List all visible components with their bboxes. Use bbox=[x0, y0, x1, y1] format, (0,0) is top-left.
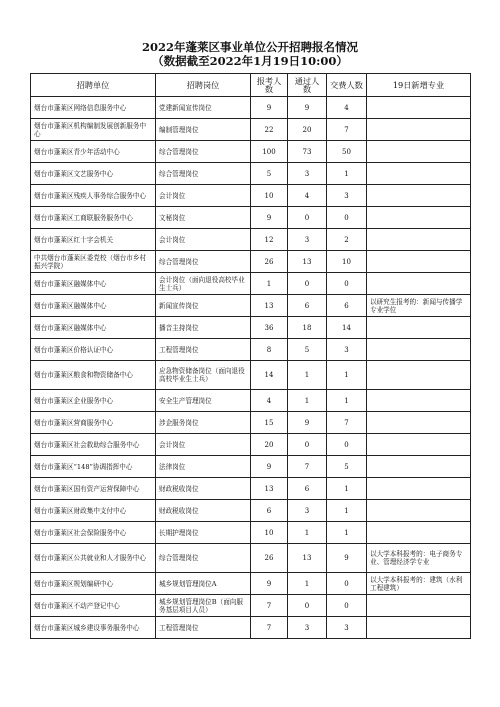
cell-paid: 0 bbox=[327, 207, 367, 229]
cell-unit: 烟台市蓬莱区“148”协调指挥中心 bbox=[31, 456, 156, 478]
cell-position: 编制管理岗位 bbox=[156, 119, 251, 141]
cell-paid: 1 bbox=[327, 163, 367, 185]
cell-new-major bbox=[367, 207, 471, 229]
cell-new-major bbox=[367, 119, 471, 141]
table-row bbox=[31, 163, 471, 185]
cell-applicants: 36 bbox=[251, 317, 288, 339]
cell-applicants: 7 bbox=[251, 595, 288, 617]
cell-passed: 0 bbox=[288, 434, 327, 456]
table-row bbox=[31, 273, 471, 295]
cell-paid: 0 bbox=[327, 573, 367, 595]
cell-passed: 3 bbox=[288, 163, 327, 185]
cell-applicants: 9 bbox=[251, 456, 288, 478]
cell-applicants: 8 bbox=[251, 339, 288, 361]
cell-paid: 3 bbox=[327, 185, 367, 207]
cell-passed: 6 bbox=[288, 478, 327, 500]
cell-unit: 烟台市蓬莱区工商联服务服务中心 bbox=[31, 207, 156, 229]
cell-applicants: 9 bbox=[251, 207, 288, 229]
cell-applicants: 9 bbox=[251, 573, 288, 595]
cell-passed: 9 bbox=[288, 412, 327, 434]
cell-applicants: 13 bbox=[251, 295, 288, 317]
table-row bbox=[31, 544, 471, 573]
cell-position: 综合管理岗位 bbox=[156, 141, 251, 163]
table-header-row bbox=[31, 74, 471, 97]
table-row bbox=[31, 185, 471, 207]
cell-passed: 9 bbox=[288, 97, 327, 119]
cell-unit: 烟台市蓬莱区价格认证中心 bbox=[31, 339, 156, 361]
cell-passed: 1 bbox=[288, 522, 327, 544]
table-row bbox=[31, 522, 471, 544]
cell-position: 城乡规划管理岗位B（面向服务基层项目人员） bbox=[156, 595, 251, 617]
table-row bbox=[31, 295, 471, 317]
header-position: 招聘岗位 bbox=[156, 74, 251, 97]
table-row bbox=[31, 390, 471, 412]
cell-paid: 1 bbox=[327, 478, 367, 500]
cell-new-major bbox=[367, 522, 471, 544]
cell-applicants: 13 bbox=[251, 478, 288, 500]
cell-passed: 0 bbox=[288, 595, 327, 617]
recruitment-table bbox=[30, 73, 471, 639]
cell-new-major bbox=[367, 185, 471, 207]
cell-position: 新闻宣传岗位 bbox=[156, 295, 251, 317]
cell-unit: 烟台市蓬莱区规划编研中心 bbox=[31, 573, 156, 595]
cell-unit: 烟台市蓬莱区文艺服务中心 bbox=[31, 163, 156, 185]
cell-new-major bbox=[367, 317, 471, 339]
cell-position: 会计岗位（面向退役高校毕业生士兵） bbox=[156, 273, 251, 295]
cell-position: 会计岗位 bbox=[156, 229, 251, 251]
cell-passed: 3 bbox=[288, 500, 327, 522]
cell-paid: 7 bbox=[327, 119, 367, 141]
cell-unit: 烟台市蓬莱区不动产登记中心 bbox=[31, 595, 156, 617]
cell-position: 党建新闻宣传岗位 bbox=[156, 97, 251, 119]
cell-unit: 烟台市蓬莱区残疾人事务综合服务中心 bbox=[31, 185, 156, 207]
cell-passed: 6 bbox=[288, 295, 327, 317]
table-row bbox=[31, 207, 471, 229]
cell-passed: 73 bbox=[288, 141, 327, 163]
cell-position: 综合管理岗位 bbox=[156, 544, 251, 573]
cell-unit: 烟台市蓬莱区城乡建设事务服务中心 bbox=[31, 617, 156, 639]
cell-paid: 10 bbox=[327, 251, 367, 273]
cell-paid: 6 bbox=[327, 295, 367, 317]
table-row bbox=[31, 317, 471, 339]
cell-new-major bbox=[367, 141, 471, 163]
cell-applicants: 10 bbox=[251, 185, 288, 207]
cell-unit: 烟台市蓬莱区公共就业和人才服务中心 bbox=[31, 544, 156, 573]
cell-unit: 烟台市蓬莱区红十字会机关 bbox=[31, 229, 156, 251]
table-body bbox=[31, 97, 471, 639]
cell-passed: 0 bbox=[288, 207, 327, 229]
table-row bbox=[31, 500, 471, 522]
cell-position: 财政税收岗位 bbox=[156, 478, 251, 500]
cell-unit: 中共烟台市蓬莱区委党校（烟台市乡村振兴学院） bbox=[31, 251, 156, 273]
cell-position: 城乡规划管理岗位A bbox=[156, 573, 251, 595]
cell-new-major bbox=[367, 617, 471, 639]
cell-applicants: 9 bbox=[251, 97, 288, 119]
cell-paid: 1 bbox=[327, 522, 367, 544]
cell-position: 长期护理岗位 bbox=[156, 522, 251, 544]
cell-position: 财政税收岗位 bbox=[156, 500, 251, 522]
cell-new-major bbox=[367, 339, 471, 361]
table-row bbox=[31, 456, 471, 478]
cell-applicants: 6 bbox=[251, 500, 288, 522]
cell-applicants: 14 bbox=[251, 361, 288, 390]
cell-passed: 3 bbox=[288, 229, 327, 251]
cell-new-major bbox=[367, 390, 471, 412]
cell-position: 工程管理岗位 bbox=[156, 617, 251, 639]
cell-new-major: 以大学本科报考的：电子商务专业、管理经济学专业 bbox=[367, 544, 471, 573]
cell-applicants: 4 bbox=[251, 390, 288, 412]
cell-paid: 3 bbox=[327, 617, 367, 639]
cell-paid: 50 bbox=[327, 141, 367, 163]
cell-paid: 5 bbox=[327, 456, 367, 478]
cell-passed: 1 bbox=[288, 390, 327, 412]
cell-new-major bbox=[367, 273, 471, 295]
cell-new-major bbox=[367, 478, 471, 500]
header-paid: 交费人数 bbox=[327, 74, 367, 97]
cell-unit: 烟台市蓬莱区社会保险服务中心 bbox=[31, 522, 156, 544]
table-row bbox=[31, 229, 471, 251]
cell-passed: 18 bbox=[288, 317, 327, 339]
table-row bbox=[31, 573, 471, 595]
cell-unit: 烟台市蓬莱区融媒体中心 bbox=[31, 295, 156, 317]
cell-applicants: 10 bbox=[251, 522, 288, 544]
cell-unit: 烟台市蓬莱区社会救助综合服务中心 bbox=[31, 434, 156, 456]
cell-paid: 7 bbox=[327, 412, 367, 434]
cell-position: 综合管理岗位 bbox=[156, 251, 251, 273]
cell-new-major bbox=[367, 361, 471, 390]
table-row bbox=[31, 412, 471, 434]
cell-paid: 3 bbox=[327, 339, 367, 361]
cell-unit: 烟台市蓬莱区财政集中支付中心 bbox=[31, 500, 156, 522]
cell-passed: 7 bbox=[288, 456, 327, 478]
cell-position: 会计岗位 bbox=[156, 434, 251, 456]
cell-applicants: 26 bbox=[251, 251, 288, 273]
header-new-major: 19日新增专业 bbox=[367, 74, 471, 97]
cell-applicants: 15 bbox=[251, 412, 288, 434]
cell-position: 综合管理岗位 bbox=[156, 163, 251, 185]
cell-applicants: 100 bbox=[251, 141, 288, 163]
cell-unit: 烟台市蓬莱区融媒体中心 bbox=[31, 273, 156, 295]
cell-applicants: 12 bbox=[251, 229, 288, 251]
cell-paid: 0 bbox=[327, 595, 367, 617]
cell-passed: 4 bbox=[288, 185, 327, 207]
cell-passed: 20 bbox=[288, 119, 327, 141]
cell-passed: 3 bbox=[288, 617, 327, 639]
cell-unit: 烟台市蓬莱区机构编制发展创新服务中心 bbox=[31, 119, 156, 141]
header-applicants: 报考人数 bbox=[251, 74, 288, 97]
header-unit: 招聘单位 bbox=[31, 74, 156, 97]
cell-applicants: 26 bbox=[251, 544, 288, 573]
cell-unit: 烟台市蓬莱区粮食和物资储备中心 bbox=[31, 361, 156, 390]
table-row bbox=[31, 478, 471, 500]
cell-passed: 0 bbox=[288, 273, 327, 295]
cell-applicants: 20 bbox=[251, 434, 288, 456]
cell-unit: 烟台市蓬莱区企业服务中心 bbox=[31, 390, 156, 412]
cell-position: 安全生产管理岗位 bbox=[156, 390, 251, 412]
cell-applicants: 1 bbox=[251, 273, 288, 295]
cell-new-major: 以大学本科报考的：建筑（水利工程建筑） bbox=[367, 573, 471, 595]
cell-new-major: 以研究生报考的：新闻与传播学专业学位 bbox=[367, 295, 471, 317]
cell-unit: 烟台市蓬莱区国有资产运营保障中心 bbox=[31, 478, 156, 500]
cell-paid: 1 bbox=[327, 500, 367, 522]
cell-new-major bbox=[367, 229, 471, 251]
table-row bbox=[31, 434, 471, 456]
cell-new-major bbox=[367, 595, 471, 617]
cell-unit: 烟台市蓬莱区青少年活动中心 bbox=[31, 141, 156, 163]
cell-new-major bbox=[367, 456, 471, 478]
cell-position: 法律岗位 bbox=[156, 456, 251, 478]
cell-passed: 5 bbox=[288, 339, 327, 361]
cell-passed: 1 bbox=[288, 573, 327, 595]
cell-new-major bbox=[367, 500, 471, 522]
cell-paid: 0 bbox=[327, 273, 367, 295]
cell-passed: 13 bbox=[288, 544, 327, 573]
cell-applicants: 22 bbox=[251, 119, 288, 141]
table-row bbox=[31, 97, 471, 119]
cell-passed: 13 bbox=[288, 251, 327, 273]
cell-paid: 9 bbox=[327, 544, 367, 573]
cell-unit: 烟台市蓬莱区网络信息服务中心 bbox=[31, 97, 156, 119]
cell-paid: 2 bbox=[327, 229, 367, 251]
cell-position: 工程管理岗位 bbox=[156, 339, 251, 361]
cell-position: 播音主持岗位 bbox=[156, 317, 251, 339]
table-row bbox=[31, 361, 471, 390]
cell-applicants: 7 bbox=[251, 617, 288, 639]
cell-passed: 1 bbox=[288, 361, 327, 390]
cell-paid: 0 bbox=[327, 434, 367, 456]
table-row bbox=[31, 595, 471, 617]
cell-unit: 烟台市蓬莱区营商服务中心 bbox=[31, 412, 156, 434]
cell-applicants: 5 bbox=[251, 163, 288, 185]
table-row bbox=[31, 339, 471, 361]
cell-unit: 烟台市蓬莱区融媒体中心 bbox=[31, 317, 156, 339]
cell-position: 应急物资储备岗位（面向退役高校毕业生士兵） bbox=[156, 361, 251, 390]
cell-position: 会计岗位 bbox=[156, 185, 251, 207]
cell-position: 涉企服务岗位 bbox=[156, 412, 251, 434]
table-row bbox=[31, 251, 471, 273]
cell-new-major bbox=[367, 97, 471, 119]
cell-new-major bbox=[367, 434, 471, 456]
cell-paid: 4 bbox=[327, 97, 367, 119]
table-row bbox=[31, 617, 471, 639]
cell-paid: 1 bbox=[327, 390, 367, 412]
cell-new-major bbox=[367, 412, 471, 434]
cell-paid: 14 bbox=[327, 317, 367, 339]
document-title: 2022年蓬莱区事业单位公开招聘报名情况 bbox=[141, 40, 358, 54]
table-row bbox=[31, 119, 471, 141]
table-row bbox=[31, 141, 471, 163]
document-subtitle: （数据截至2022年1月19日10:00） bbox=[152, 54, 348, 68]
cell-position: 文秘岗位 bbox=[156, 207, 251, 229]
header-passed: 通过人数 bbox=[288, 74, 327, 97]
cell-new-major bbox=[367, 251, 471, 273]
cell-paid: 1 bbox=[327, 361, 367, 390]
cell-new-major bbox=[367, 163, 471, 185]
